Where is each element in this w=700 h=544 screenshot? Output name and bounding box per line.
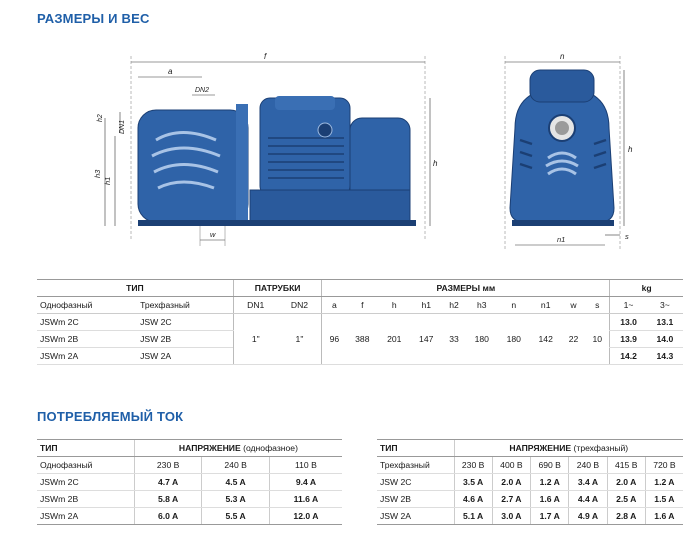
sub-n1: n1 [530,297,562,314]
cell: 1.7 A [531,508,569,525]
val-kg3: 14.3 [647,348,683,365]
val-n1: 142 [530,314,562,365]
val-dn2: 1" [278,314,322,365]
val-h1: 147 [410,314,442,365]
col-v1: 400 В [492,457,530,474]
cell: 5.5 A [202,508,270,525]
sub-h: h [378,297,410,314]
val-w: 22 [562,314,586,365]
dimensions-title: РАЗМЕРЫ И ВЕС [37,11,150,26]
col-voltage [454,440,683,457]
cell: 5.8 A [134,491,202,508]
row-single: JSWm 2A [37,348,137,365]
table-row [37,474,342,491]
col-v2: 110 В [269,457,342,474]
cell: 12.0 A [269,508,342,525]
sub-w: w [562,297,586,314]
sub-n: n [498,297,530,314]
sub-h1: h1 [410,297,442,314]
voltage-sub: (трехфазный) [573,443,629,453]
current-three-phase-table [377,439,683,525]
table-row [377,508,683,525]
cell: 4.7 A [134,474,202,491]
dimensions-table [37,279,683,365]
cell: 1.6 A [531,491,569,508]
sub-dn1: DN1 [233,297,277,314]
dim-label-n: n [560,52,565,61]
cell: 4.5 A [202,474,270,491]
cell: 2.8 A [607,508,645,525]
row-single: JSWm 2C [37,314,137,331]
col-v3: 240 В [569,457,607,474]
col-ports: ПАТРУБКИ [233,280,321,297]
cell: 5.1 A [454,508,492,525]
sub-single: Однофазный [37,297,137,314]
cell: 2.0 A [607,474,645,491]
dim-label-h2: h2 [97,114,104,122]
cell: 3.5 A [454,474,492,491]
sub-three: Трехфазный [137,297,233,314]
val-kg3: 13.1 [647,314,683,331]
col-v1: 240 В [202,457,270,474]
val-f: 388 [346,314,378,365]
val-kg1: 13.0 [610,314,647,331]
sub-s: s [585,297,610,314]
val-n: 180 [498,314,530,365]
cell: 2.7 A [492,491,530,508]
side-view [93,52,438,246]
sub-single: Однофазный [37,457,134,474]
table-row [37,508,342,525]
val-kg1: 14.2 [610,348,647,365]
table-row [37,491,342,508]
cell: 1.2 A [531,474,569,491]
voltage-sub: (однофазное) [243,443,298,453]
row-model: JSW 2C [377,474,454,491]
sub-kg1: 1~ [610,297,647,314]
cell: 11.6 A [269,491,342,508]
dim-label-s: s [625,232,629,241]
cell: 1.2 A [645,474,683,491]
col-v0: 230 В [454,457,492,474]
val-a: 96 [322,314,347,365]
col-v4: 415 В [607,457,645,474]
cell: 1.6 A [645,508,683,525]
dim-label-dn2: DN2 [195,87,210,94]
val-h2: 33 [442,314,466,365]
col-voltage [134,440,342,457]
sub-three: Трехфазный [377,457,454,474]
sub-f: f [346,297,378,314]
pump-dimension-drawing [60,40,700,275]
voltage-label: НАПРЯЖЕНИЕ [509,443,572,453]
row-three: JSW 2C [137,314,233,331]
dim-label-h-front: h [628,145,633,154]
col-v5: 720 В [645,457,683,474]
cell: 4.4 A [569,491,607,508]
cell: 4.6 A [454,491,492,508]
row-model: JSW 2B [377,491,454,508]
current-single-phase-table [37,439,342,525]
cell: 3.0 A [492,508,530,525]
dim-label-n1: n1 [557,235,566,244]
row-model: JSWm 2B [37,491,134,508]
voltage-label: НАПРЯЖЕНИЕ [178,443,241,453]
table-row [37,314,683,331]
cell: 9.4 A [269,474,342,491]
val-h3: 180 [466,314,498,365]
val-kg1: 13.9 [610,331,647,348]
val-kg3: 14.0 [647,331,683,348]
front-view [505,52,633,250]
cell: 2.5 A [607,491,645,508]
dim-label-h: h [433,159,438,168]
cell: 3.4 A [569,474,607,491]
dim-label-h3: h3 [93,169,102,178]
sub-h2: h2 [442,297,466,314]
dim-label-h1: h1 [103,176,112,185]
col-kg: kg [610,280,683,297]
row-three: JSW 2A [137,348,233,365]
cell: 4.9 A [569,508,607,525]
val-h: 201 [378,314,410,365]
row-single: JSWm 2B [37,331,137,348]
dim-label-f: f [264,52,267,61]
sub-kg3: 3~ [647,297,683,314]
val-s: 10 [585,314,610,365]
table-row [377,474,683,491]
row-model: JSWm 2C [37,474,134,491]
col-v2: 690 В [531,457,569,474]
table-row [377,491,683,508]
col-type: ТИП [377,440,454,457]
col-v0: 230 В [134,457,202,474]
motor-shape [260,98,350,196]
dim-label-dn1: DN1 [119,119,126,134]
row-model: JSWm 2A [37,508,134,525]
col-type: ТИП [37,440,134,457]
cell: 5.3 A [202,491,270,508]
dim-label-w: w [210,230,216,239]
cell: 2.0 A [492,474,530,491]
val-dn1: 1" [233,314,277,365]
current-title: ПОТРЕБЛЯЕМЫЙ ТОК [37,409,184,424]
cell: 6.0 A [134,508,202,525]
dim-label-a: a [168,67,173,76]
sub-a: a [322,297,347,314]
col-type: ТИП [37,280,233,297]
row-model: JSW 2A [377,508,454,525]
cell: 1.5 A [645,491,683,508]
row-three: JSW 2B [137,331,233,348]
col-sizes: РАЗМЕРЫ мм [322,280,610,297]
sub-h3: h3 [466,297,498,314]
sub-dn2: DN2 [278,297,322,314]
